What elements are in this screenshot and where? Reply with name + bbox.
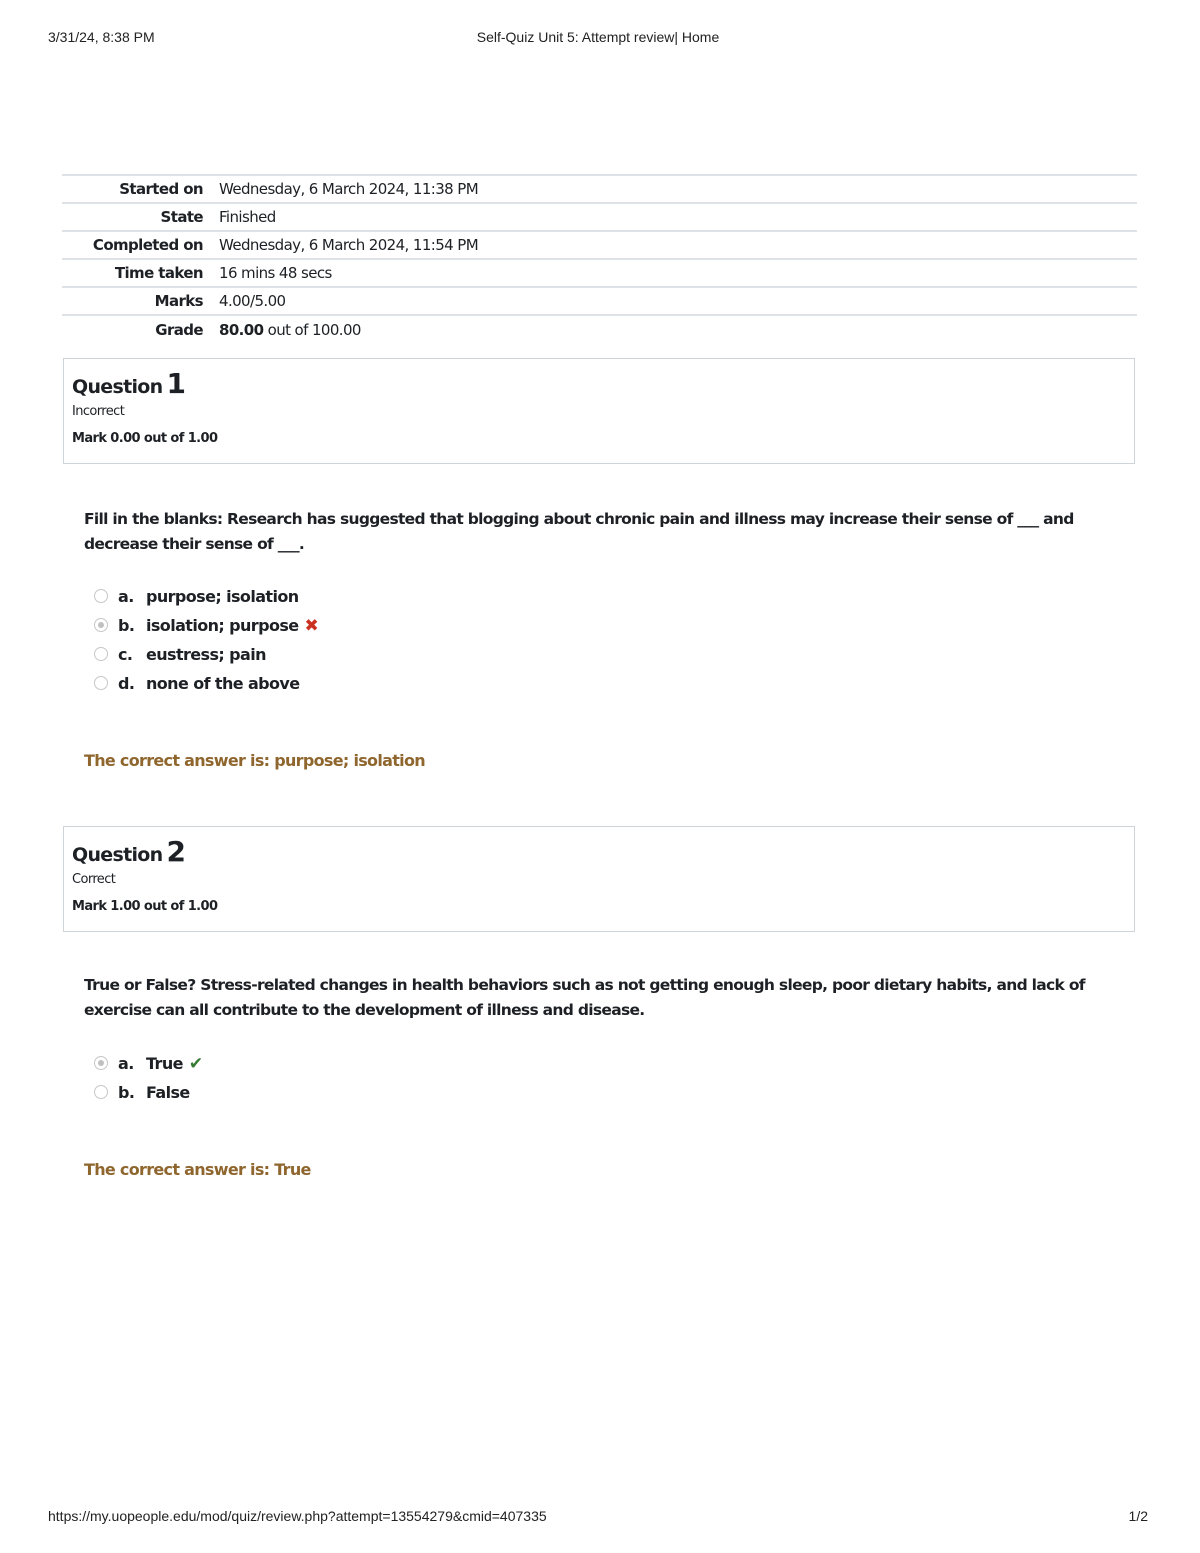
summary-label: Started on [119,180,203,198]
summary-row [62,259,1137,287]
radio-button[interactable] [94,1085,108,1099]
answer-option[interactable] [94,582,318,611]
summary-label: State [160,208,203,226]
question-2-right-answer: The correct answer is: True [84,1160,311,1179]
radio-button[interactable] [94,676,108,690]
answer-option[interactable] [94,669,318,698]
option-text: none of the above [146,674,300,693]
question-2-info [63,826,1135,932]
question-2-text: True or False? Stress-related changes in health behaviors such as not getting enough sleep, poor dietary habits, and lack of exercise can all contribute to the development of illness and disease. [84,976,1085,1019]
summary-row [62,287,1137,315]
option-letter: d. [118,674,135,693]
question-1-info [63,358,1135,464]
print-datetime: 3/31/24, 8:38 PM [48,29,155,45]
question-state: Correct [72,872,116,887]
check-icon: ✔ [188,1053,203,1074]
summary-row [62,315,1137,343]
option-text: eustress; pain [146,645,266,664]
quiz-summary-table [62,174,1137,343]
print-header [48,29,1148,47]
option-letter: b. [118,1083,135,1102]
summary-row [62,203,1137,231]
summary-value: Wednesday, 6 March 2024, 11:54 PM [219,236,479,254]
cross-icon: ✖ [304,615,319,636]
radio-button[interactable] [94,589,108,603]
option-letter: a. [118,1054,134,1073]
question-title [72,367,1126,400]
question-number: 1 [166,367,186,400]
radio-button-selected[interactable] [94,1056,108,1070]
print-page-number: 1/2 [1128,1508,1148,1524]
print-footer [48,1508,1148,1526]
summary-label: Time taken [114,264,203,282]
summary-value: 16 mins 48 secs [219,264,332,282]
print-url: https://my.uopeople.edu/mod/quiz/review.php?attempt=13554279&cmid=407335 [48,1508,547,1524]
question-grade: Mark 1.00 out of 1.00 [72,899,218,914]
summary-row [62,231,1137,259]
summary-value: 4.00/5.00 [219,292,286,310]
radio-button[interactable] [94,647,108,661]
summary-value: Wednesday, 6 March 2024, 11:38 PM [219,180,479,198]
option-letter: a. [118,587,134,606]
question-1-text: Fill in the blanks: Research has suggested that blogging about chronic pain and illness may increase their sense of ___ and decrease their sense of ___. [84,510,1074,553]
print-title: Self-Quiz Unit 5: Attempt review| Home [476,29,720,45]
question-label: Question [72,376,163,398]
option-text: purpose; isolation [146,587,299,606]
question-2-answers [94,1049,203,1107]
summary-row [62,175,1137,203]
question-number: 2 [166,835,186,868]
answer-option[interactable] [94,640,318,669]
option-letter: b. [118,616,135,635]
answer-option[interactable] [94,611,318,640]
option-text: False [146,1083,190,1102]
grade-value: 80.00 [219,320,264,339]
summary-label: Completed on [92,236,203,254]
question-grade: Mark 0.00 out of 1.00 [72,431,218,446]
option-text: isolation; purpose [146,616,299,635]
grade-suffix: out of 100.00 [263,320,361,339]
summary-value: Finished [219,208,276,226]
answer-option[interactable] [94,1049,203,1078]
question-1-answers [94,582,318,698]
summary-label: Grade [155,320,203,339]
option-letter: c. [118,645,133,664]
question-label: Question [72,844,163,866]
option-text: True [146,1054,183,1073]
question-state: Incorrect [72,404,125,419]
summary-value [219,315,1137,343]
radio-button-selected[interactable] [94,618,108,632]
question-title [72,835,1126,868]
question-1-right-answer: The correct answer is: purpose; isolation [84,751,425,770]
answer-option[interactable] [94,1078,203,1107]
summary-label: Marks [154,292,203,310]
